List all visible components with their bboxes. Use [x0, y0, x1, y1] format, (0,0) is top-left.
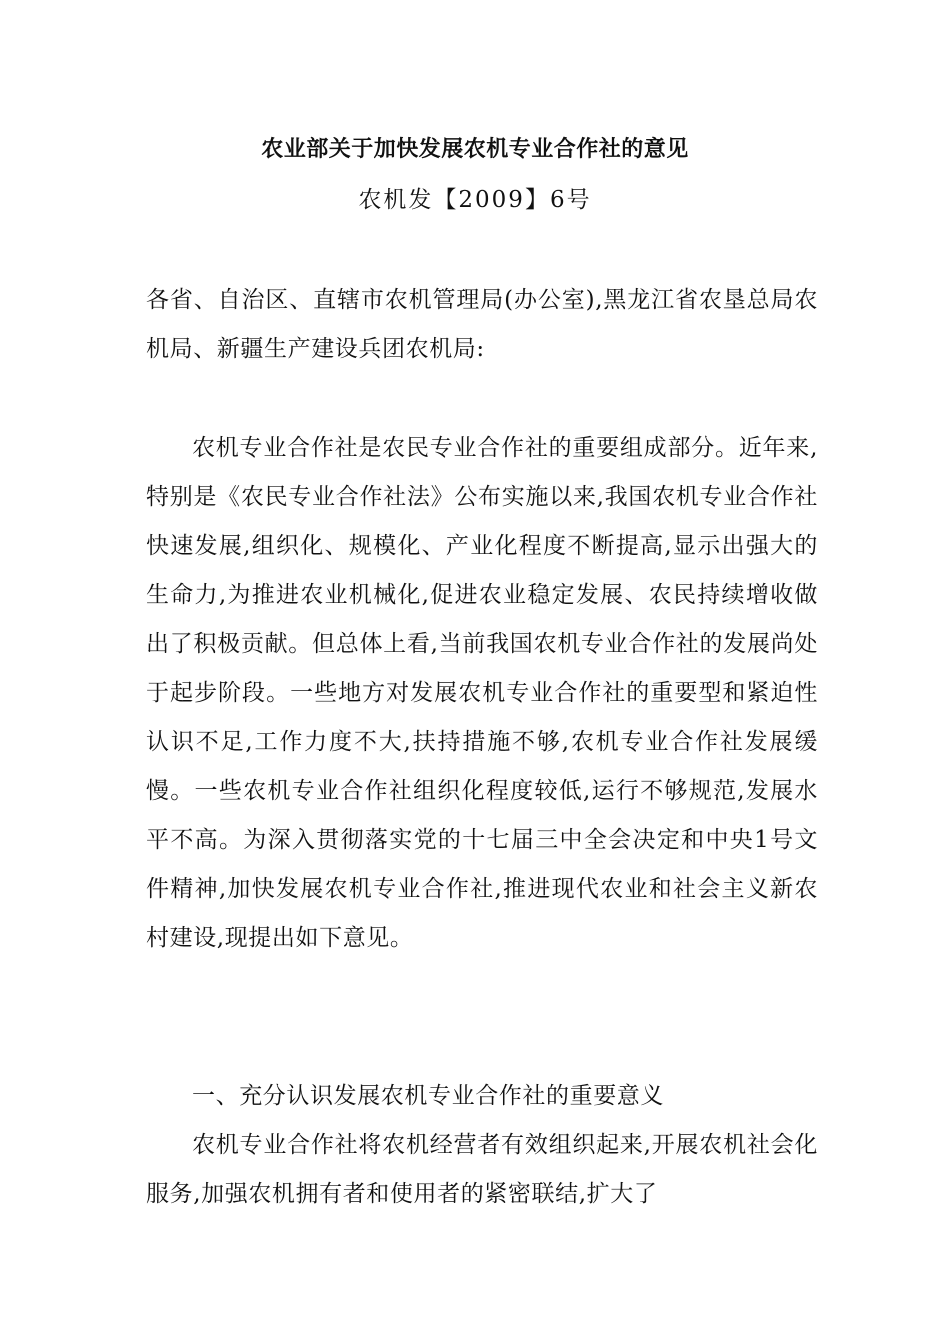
addressee-paragraph: 各省、自治区、直辖市农机管理局(办公室),黑龙江省农垦总局农机局、新疆生产建设兵团农机局: [146, 287, 818, 362]
body-paragraph-2: 农机专业合作社将农机经营者有效组织起来,开展农机社会化服务,加强农机拥有者和使用者的紧密联结,扩大了 [146, 1132, 818, 1207]
section-heading-1: 一、充分认识发展农机专业合作社的重要意义 [192, 1083, 664, 1109]
document-number: 农机发【2009】6号 [358, 187, 592, 213]
body-paragraph-1: 农机专业合作社是农民专业合作社的重要组成部分。近年来,特别是《农民专业合作社法》公布实施以来,我国农机专业合作社快速发展,组织化、规模化、产业化程度不断提高,显示出强大的生命力,为推进农业机械化,促进农业稳定发展、农民持续增收做出了积极贡献。但总体上看,当前我国农机专业合作社的发展尚处于起步阶段。一些地方对发展农机专业合作社的重要型和紧迫性认识不足,工作力度不大,扶持措施不够,农机专业合作社发展缓慢。一些农机专业合作社组织化程度较低,运行不够规范,发展水平不高。为深入贯彻落实党的十七届三中全会决定和中央1号文件精神,加快发展农机专业合作社,推进现代农业和社会主义新农村建设,现提出如下意见。 [146, 435, 818, 951]
document-title: 农业部关于加快发展农机专业合作社的意见 [261, 137, 689, 162]
